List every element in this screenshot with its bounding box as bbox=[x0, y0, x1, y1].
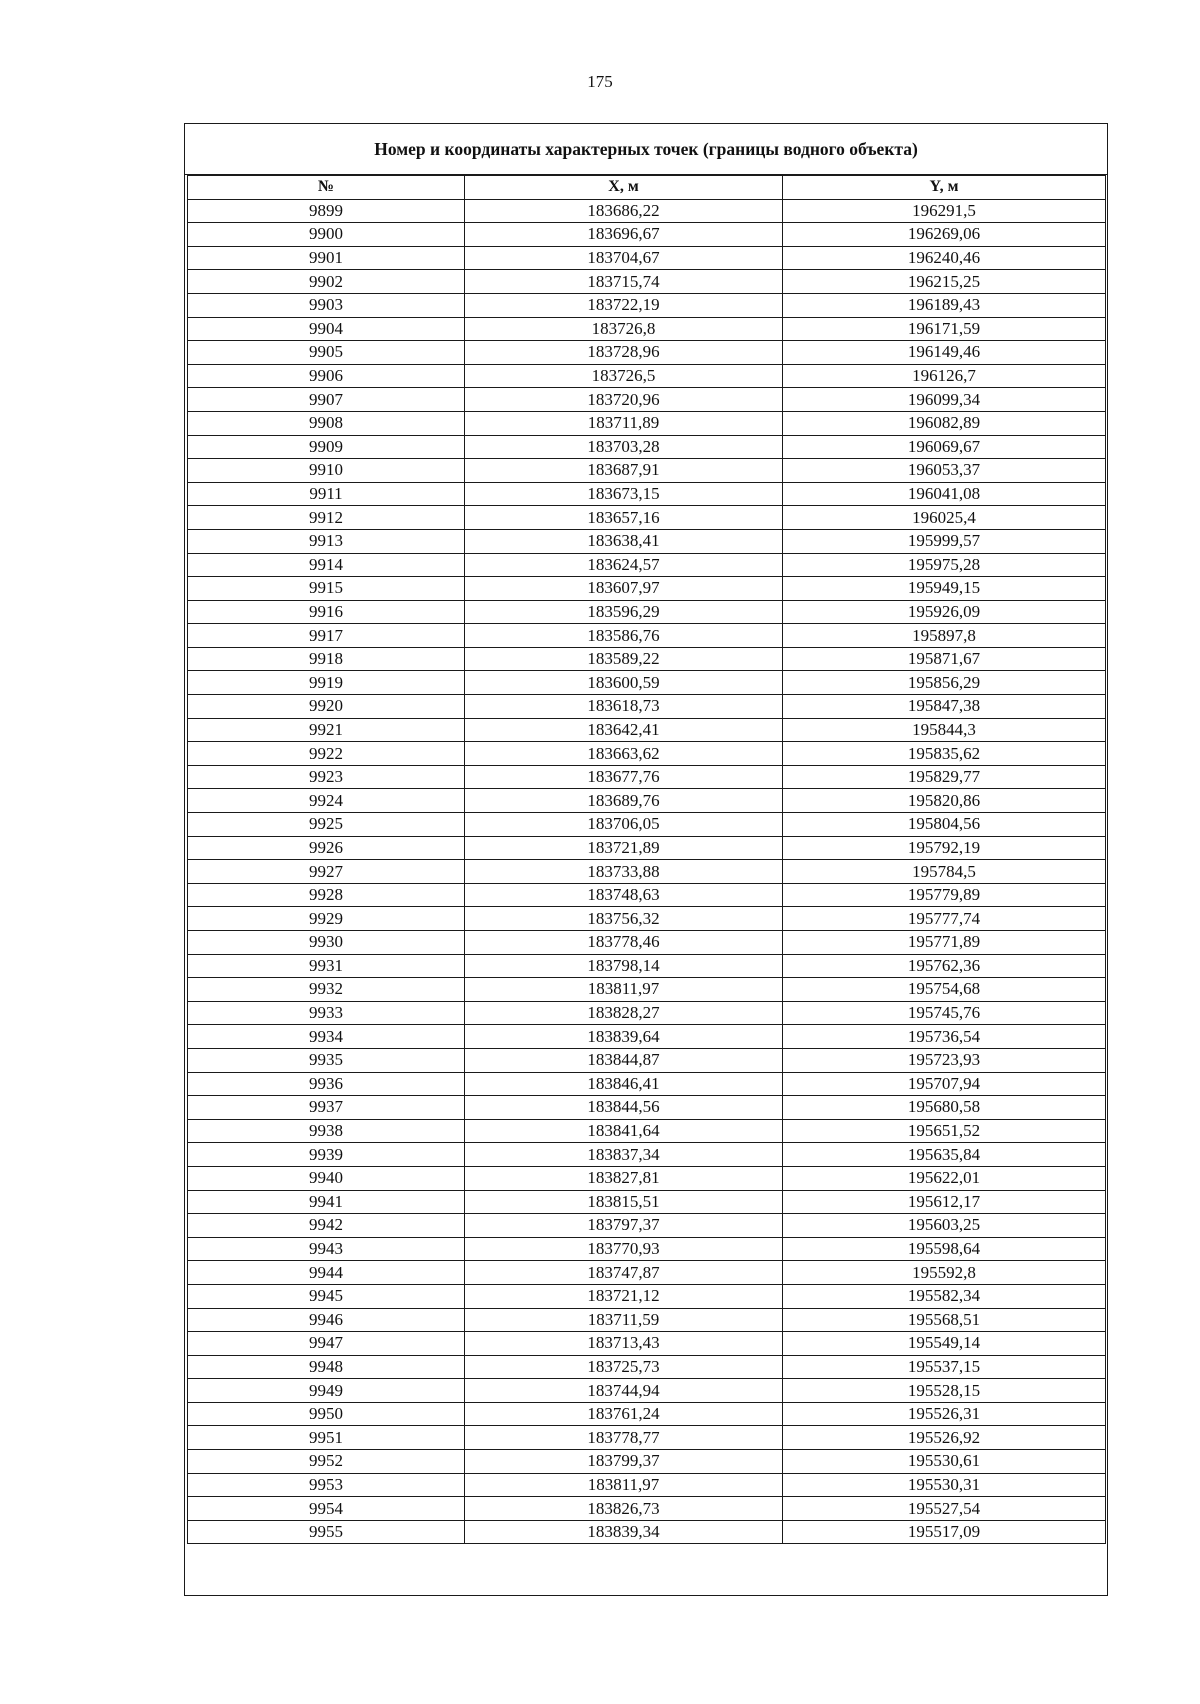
point-number-cell: 9919 bbox=[188, 671, 465, 695]
y-coordinate-cell: 196126,7 bbox=[783, 364, 1106, 388]
table-row bbox=[188, 411, 1106, 435]
table-body bbox=[188, 199, 1106, 1544]
x-coordinate-cell: 183624,57 bbox=[465, 553, 783, 577]
y-coordinate-cell: 196082,89 bbox=[783, 411, 1106, 435]
table-row bbox=[188, 931, 1106, 955]
point-number-cell: 9949 bbox=[188, 1379, 465, 1403]
y-coordinate-cell: 196149,46 bbox=[783, 341, 1106, 365]
x-coordinate-cell: 183589,22 bbox=[465, 647, 783, 671]
table-row bbox=[188, 1497, 1106, 1521]
point-number-cell: 9943 bbox=[188, 1237, 465, 1261]
y-coordinate-cell: 195736,54 bbox=[783, 1025, 1106, 1049]
table-row bbox=[188, 1119, 1106, 1143]
x-coordinate-cell: 183721,89 bbox=[465, 836, 783, 860]
y-coordinate-cell: 195526,31 bbox=[783, 1402, 1106, 1426]
point-number-cell: 9933 bbox=[188, 1001, 465, 1025]
point-number-cell: 9936 bbox=[188, 1072, 465, 1096]
table-row bbox=[188, 482, 1106, 506]
x-coordinate-cell: 183828,27 bbox=[465, 1001, 783, 1025]
point-number-cell: 9922 bbox=[188, 742, 465, 766]
y-coordinate-cell: 195784,5 bbox=[783, 860, 1106, 884]
table-row bbox=[188, 1473, 1106, 1497]
y-coordinate-cell: 195754,68 bbox=[783, 978, 1106, 1002]
y-coordinate-cell: 195517,09 bbox=[783, 1520, 1106, 1544]
point-number-cell: 9954 bbox=[188, 1497, 465, 1521]
point-number-cell: 9911 bbox=[188, 482, 465, 506]
table-row bbox=[188, 529, 1106, 553]
table-row bbox=[188, 695, 1106, 719]
point-number-cell: 9928 bbox=[188, 883, 465, 907]
point-number-cell: 9900 bbox=[188, 223, 465, 247]
point-number-cell: 9907 bbox=[188, 388, 465, 412]
x-coordinate-cell: 183721,12 bbox=[465, 1284, 783, 1308]
y-coordinate-cell: 195527,54 bbox=[783, 1497, 1106, 1521]
table-row bbox=[188, 624, 1106, 648]
table-row bbox=[188, 1332, 1106, 1356]
point-number-cell: 9942 bbox=[188, 1214, 465, 1238]
table-row bbox=[188, 388, 1106, 412]
y-coordinate-cell: 195847,38 bbox=[783, 695, 1106, 719]
table-row bbox=[188, 1379, 1106, 1403]
point-number-cell: 9904 bbox=[188, 317, 465, 341]
y-coordinate-cell: 195844,3 bbox=[783, 718, 1106, 742]
table-row bbox=[188, 435, 1106, 459]
table-row bbox=[188, 1284, 1106, 1308]
table-row bbox=[188, 1520, 1106, 1544]
x-coordinate-cell: 183673,15 bbox=[465, 482, 783, 506]
x-coordinate-cell: 183689,76 bbox=[465, 789, 783, 813]
y-coordinate-cell: 195777,74 bbox=[783, 907, 1106, 931]
table-row bbox=[188, 293, 1106, 317]
point-number-cell: 9939 bbox=[188, 1143, 465, 1167]
y-coordinate-cell: 196269,06 bbox=[783, 223, 1106, 247]
point-number-cell: 9929 bbox=[188, 907, 465, 931]
x-coordinate-cell: 183844,56 bbox=[465, 1096, 783, 1120]
y-coordinate-cell: 195526,92 bbox=[783, 1426, 1106, 1450]
point-number-cell: 9901 bbox=[188, 246, 465, 270]
y-coordinate-cell: 195592,8 bbox=[783, 1261, 1106, 1285]
x-coordinate-cell: 183748,63 bbox=[465, 883, 783, 907]
y-coordinate-cell: 195537,15 bbox=[783, 1355, 1106, 1379]
x-coordinate-cell: 183778,46 bbox=[465, 931, 783, 955]
table-row bbox=[188, 1072, 1106, 1096]
coordinates-table bbox=[187, 175, 1106, 1544]
table-header-row bbox=[188, 176, 1106, 200]
y-coordinate-cell: 195651,52 bbox=[783, 1119, 1106, 1143]
y-coordinate-cell: 195549,14 bbox=[783, 1332, 1106, 1356]
y-coordinate-cell: 195635,84 bbox=[783, 1143, 1106, 1167]
y-coordinate-cell: 195530,61 bbox=[783, 1450, 1106, 1474]
point-number-cell: 9937 bbox=[188, 1096, 465, 1120]
x-coordinate-cell: 183778,77 bbox=[465, 1426, 783, 1450]
table-row bbox=[188, 1025, 1106, 1049]
point-number-cell: 9945 bbox=[188, 1284, 465, 1308]
x-coordinate-cell: 183704,67 bbox=[465, 246, 783, 270]
y-coordinate-cell: 195829,77 bbox=[783, 765, 1106, 789]
x-coordinate-cell: 183642,41 bbox=[465, 718, 783, 742]
x-coordinate-cell: 183711,89 bbox=[465, 411, 783, 435]
x-coordinate-cell: 183744,94 bbox=[465, 1379, 783, 1403]
x-coordinate-cell: 183761,24 bbox=[465, 1402, 783, 1426]
x-coordinate-cell: 183797,37 bbox=[465, 1214, 783, 1238]
x-coordinate-cell: 183713,43 bbox=[465, 1332, 783, 1356]
y-coordinate-cell: 195792,19 bbox=[783, 836, 1106, 860]
y-coordinate-cell: 195707,94 bbox=[783, 1072, 1106, 1096]
point-number-cell: 9925 bbox=[188, 813, 465, 837]
x-coordinate-cell: 183827,81 bbox=[465, 1166, 783, 1190]
x-coordinate-cell: 183837,34 bbox=[465, 1143, 783, 1167]
y-coordinate-cell: 195771,89 bbox=[783, 931, 1106, 955]
table-row bbox=[188, 506, 1106, 530]
table-row bbox=[188, 978, 1106, 1002]
x-coordinate-cell: 183720,96 bbox=[465, 388, 783, 412]
x-coordinate-cell: 183596,29 bbox=[465, 600, 783, 624]
point-number-cell: 9947 bbox=[188, 1332, 465, 1356]
y-coordinate-cell: 196069,67 bbox=[783, 435, 1106, 459]
x-coordinate-cell: 183726,5 bbox=[465, 364, 783, 388]
coordinates-table-frame bbox=[184, 123, 1108, 1596]
table-row bbox=[188, 577, 1106, 601]
y-coordinate-cell: 195820,86 bbox=[783, 789, 1106, 813]
x-coordinate-cell: 183657,16 bbox=[465, 506, 783, 530]
x-coordinate-cell: 183815,51 bbox=[465, 1190, 783, 1214]
x-coordinate-cell: 183798,14 bbox=[465, 954, 783, 978]
x-coordinate-cell: 183811,97 bbox=[465, 1473, 783, 1497]
table-row bbox=[188, 600, 1106, 624]
x-coordinate-cell: 183706,05 bbox=[465, 813, 783, 837]
y-coordinate-cell: 195804,56 bbox=[783, 813, 1106, 837]
x-coordinate-cell: 183756,32 bbox=[465, 907, 783, 931]
y-coordinate-cell: 195603,25 bbox=[783, 1214, 1106, 1238]
table-row bbox=[188, 1001, 1106, 1025]
point-number-cell: 9927 bbox=[188, 860, 465, 884]
table-row bbox=[188, 907, 1106, 931]
x-coordinate-cell: 183846,41 bbox=[465, 1072, 783, 1096]
table-row bbox=[188, 836, 1106, 860]
point-number-cell: 9918 bbox=[188, 647, 465, 671]
table-row bbox=[188, 647, 1106, 671]
point-number-cell: 9926 bbox=[188, 836, 465, 860]
x-coordinate-cell: 183826,73 bbox=[465, 1497, 783, 1521]
point-number-cell: 9903 bbox=[188, 293, 465, 317]
y-coordinate-cell: 195530,31 bbox=[783, 1473, 1106, 1497]
point-number-cell: 9955 bbox=[188, 1520, 465, 1544]
x-coordinate-cell: 183839,34 bbox=[465, 1520, 783, 1544]
x-coordinate-cell: 183711,59 bbox=[465, 1308, 783, 1332]
table-row bbox=[188, 813, 1106, 837]
point-number-cell: 9914 bbox=[188, 553, 465, 577]
header-y: Y, м bbox=[783, 176, 1106, 200]
x-coordinate-cell: 183696,67 bbox=[465, 223, 783, 247]
point-number-cell: 9951 bbox=[188, 1426, 465, 1450]
y-coordinate-cell: 195999,57 bbox=[783, 529, 1106, 553]
x-coordinate-cell: 183715,74 bbox=[465, 270, 783, 294]
x-coordinate-cell: 183687,91 bbox=[465, 459, 783, 483]
point-number-cell: 9909 bbox=[188, 435, 465, 459]
table-row bbox=[188, 317, 1106, 341]
table-row bbox=[188, 459, 1106, 483]
table-row bbox=[188, 671, 1106, 695]
table-row bbox=[188, 1214, 1106, 1238]
x-coordinate-cell: 183586,76 bbox=[465, 624, 783, 648]
table-row bbox=[188, 1048, 1106, 1072]
x-coordinate-cell: 183638,41 bbox=[465, 529, 783, 553]
y-coordinate-cell: 196053,37 bbox=[783, 459, 1106, 483]
table-row bbox=[188, 1166, 1106, 1190]
x-coordinate-cell: 183728,96 bbox=[465, 341, 783, 365]
point-number-cell: 9940 bbox=[188, 1166, 465, 1190]
table-row bbox=[188, 270, 1106, 294]
y-coordinate-cell: 196189,43 bbox=[783, 293, 1106, 317]
x-coordinate-cell: 183726,8 bbox=[465, 317, 783, 341]
y-coordinate-cell: 195779,89 bbox=[783, 883, 1106, 907]
point-number-cell: 9920 bbox=[188, 695, 465, 719]
point-number-cell: 9905 bbox=[188, 341, 465, 365]
point-number-cell: 9941 bbox=[188, 1190, 465, 1214]
table-row bbox=[188, 1143, 1106, 1167]
x-coordinate-cell: 183703,28 bbox=[465, 435, 783, 459]
y-coordinate-cell: 195762,36 bbox=[783, 954, 1106, 978]
y-coordinate-cell: 195926,09 bbox=[783, 600, 1106, 624]
point-number-cell: 9915 bbox=[188, 577, 465, 601]
x-coordinate-cell: 183799,37 bbox=[465, 1450, 783, 1474]
x-coordinate-cell: 183811,97 bbox=[465, 978, 783, 1002]
table-row bbox=[188, 789, 1106, 813]
point-number-cell: 9946 bbox=[188, 1308, 465, 1332]
table-row bbox=[188, 246, 1106, 270]
table-title: Номер и координаты характерных точек (границы водного объекта) bbox=[185, 124, 1107, 175]
point-number-cell: 9921 bbox=[188, 718, 465, 742]
x-coordinate-cell: 183600,59 bbox=[465, 671, 783, 695]
x-coordinate-cell: 183841,64 bbox=[465, 1119, 783, 1143]
x-coordinate-cell: 183722,19 bbox=[465, 293, 783, 317]
y-coordinate-cell: 195680,58 bbox=[783, 1096, 1106, 1120]
y-coordinate-cell: 195975,28 bbox=[783, 553, 1106, 577]
x-coordinate-cell: 183618,73 bbox=[465, 695, 783, 719]
point-number-cell: 9934 bbox=[188, 1025, 465, 1049]
point-number-cell: 9899 bbox=[188, 199, 465, 223]
table-row bbox=[188, 1355, 1106, 1379]
point-number-cell: 9917 bbox=[188, 624, 465, 648]
x-coordinate-cell: 183607,97 bbox=[465, 577, 783, 601]
point-number-cell: 9916 bbox=[188, 600, 465, 624]
table-row bbox=[188, 954, 1106, 978]
point-number-cell: 9935 bbox=[188, 1048, 465, 1072]
point-number-cell: 9906 bbox=[188, 364, 465, 388]
x-coordinate-cell: 183677,76 bbox=[465, 765, 783, 789]
table-row bbox=[188, 883, 1106, 907]
x-coordinate-cell: 183663,62 bbox=[465, 742, 783, 766]
x-coordinate-cell: 183839,64 bbox=[465, 1025, 783, 1049]
y-coordinate-cell: 195582,34 bbox=[783, 1284, 1106, 1308]
y-coordinate-cell: 195528,15 bbox=[783, 1379, 1106, 1403]
point-number-cell: 9924 bbox=[188, 789, 465, 813]
x-coordinate-cell: 183686,22 bbox=[465, 199, 783, 223]
table-row bbox=[188, 1190, 1106, 1214]
table-row bbox=[188, 1237, 1106, 1261]
y-coordinate-cell: 195598,64 bbox=[783, 1237, 1106, 1261]
y-coordinate-cell: 196215,25 bbox=[783, 270, 1106, 294]
point-number-cell: 9932 bbox=[188, 978, 465, 1002]
y-coordinate-cell: 195612,17 bbox=[783, 1190, 1106, 1214]
point-number-cell: 9948 bbox=[188, 1355, 465, 1379]
table-row bbox=[188, 1096, 1106, 1120]
table-row bbox=[188, 553, 1106, 577]
table-row bbox=[188, 1308, 1106, 1332]
table-row bbox=[188, 1426, 1106, 1450]
y-coordinate-cell: 195897,8 bbox=[783, 624, 1106, 648]
point-number-cell: 9944 bbox=[188, 1261, 465, 1285]
x-coordinate-cell: 183733,88 bbox=[465, 860, 783, 884]
x-coordinate-cell: 183770,93 bbox=[465, 1237, 783, 1261]
table-row bbox=[188, 341, 1106, 365]
point-number-cell: 9912 bbox=[188, 506, 465, 530]
point-number-cell: 9902 bbox=[188, 270, 465, 294]
y-coordinate-cell: 195856,29 bbox=[783, 671, 1106, 695]
table-row bbox=[188, 1402, 1106, 1426]
header-number: № bbox=[188, 176, 465, 200]
table-row bbox=[188, 765, 1106, 789]
y-coordinate-cell: 195835,62 bbox=[783, 742, 1106, 766]
y-coordinate-cell: 195871,67 bbox=[783, 647, 1106, 671]
y-coordinate-cell: 196099,34 bbox=[783, 388, 1106, 412]
table-row bbox=[188, 1450, 1106, 1474]
header-x: X, м bbox=[465, 176, 783, 200]
table-row bbox=[188, 364, 1106, 388]
y-coordinate-cell: 195949,15 bbox=[783, 577, 1106, 601]
table-row bbox=[188, 1261, 1106, 1285]
y-coordinate-cell: 196025,4 bbox=[783, 506, 1106, 530]
table-row bbox=[188, 223, 1106, 247]
table-row bbox=[188, 199, 1106, 223]
point-number-cell: 9950 bbox=[188, 1402, 465, 1426]
point-number-cell: 9908 bbox=[188, 411, 465, 435]
x-coordinate-cell: 183725,73 bbox=[465, 1355, 783, 1379]
table-row bbox=[188, 742, 1106, 766]
y-coordinate-cell: 195622,01 bbox=[783, 1166, 1106, 1190]
point-number-cell: 9931 bbox=[188, 954, 465, 978]
point-number-cell: 9930 bbox=[188, 931, 465, 955]
point-number-cell: 9910 bbox=[188, 459, 465, 483]
y-coordinate-cell: 196240,46 bbox=[783, 246, 1106, 270]
point-number-cell: 9952 bbox=[188, 1450, 465, 1474]
x-coordinate-cell: 183747,87 bbox=[465, 1261, 783, 1285]
x-coordinate-cell: 183844,87 bbox=[465, 1048, 783, 1072]
y-coordinate-cell: 196291,5 bbox=[783, 199, 1106, 223]
y-coordinate-cell: 196041,08 bbox=[783, 482, 1106, 506]
y-coordinate-cell: 196171,59 bbox=[783, 317, 1106, 341]
point-number-cell: 9913 bbox=[188, 529, 465, 553]
y-coordinate-cell: 195723,93 bbox=[783, 1048, 1106, 1072]
point-number-cell: 9938 bbox=[188, 1119, 465, 1143]
page-number: 175 bbox=[587, 72, 613, 91]
table-row bbox=[188, 860, 1106, 884]
point-number-cell: 9923 bbox=[188, 765, 465, 789]
y-coordinate-cell: 195568,51 bbox=[783, 1308, 1106, 1332]
point-number-cell: 9953 bbox=[188, 1473, 465, 1497]
y-coordinate-cell: 195745,76 bbox=[783, 1001, 1106, 1025]
table-row bbox=[188, 718, 1106, 742]
